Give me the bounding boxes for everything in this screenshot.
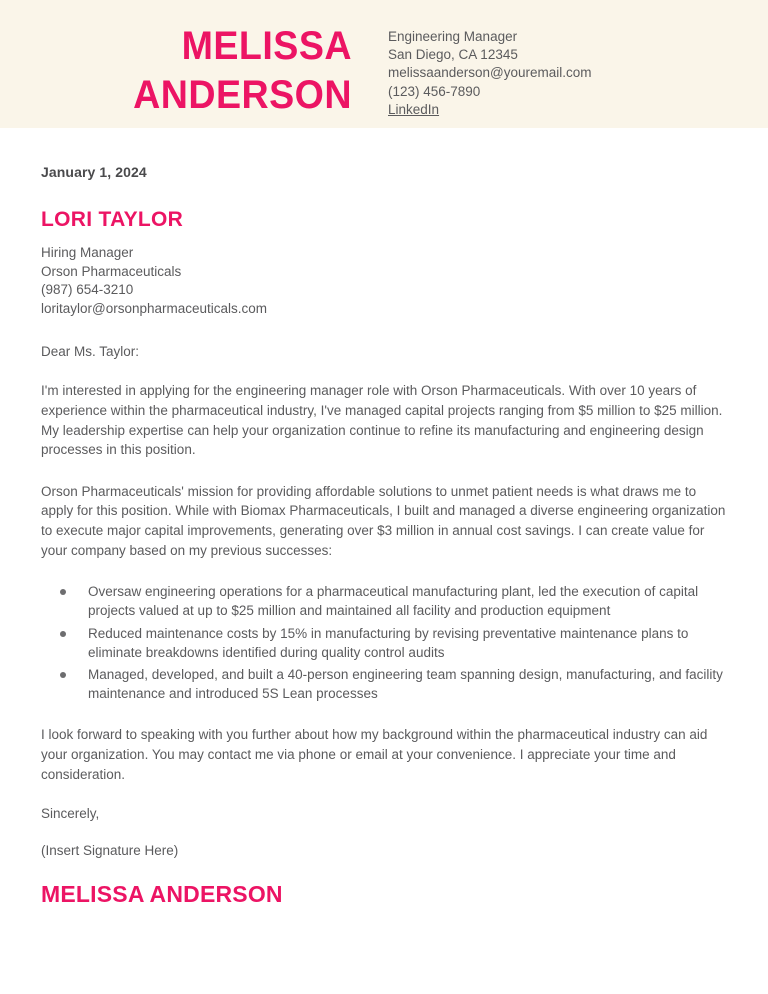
contact-phone: (123) 456-7890 bbox=[388, 83, 481, 99]
letter-header bbox=[0, 0, 768, 128]
sign-off: Sincerely, bbox=[41, 806, 100, 822]
recipient-email[interactable]: loritaylor@orsonpharmaceuticals.com bbox=[41, 300, 268, 316]
contact-email[interactable]: melissaanderson@youremail.com bbox=[388, 65, 592, 81]
contact-location: San Diego, CA 12345 bbox=[388, 47, 518, 63]
list-item: Managed, developed, and built a 40-person engineering team spanning design, manufacturing, and facility maintenance and introduced 5S Lean processes bbox=[41, 665, 727, 703]
header-contact-block bbox=[388, 22, 592, 119]
recipient-block bbox=[41, 208, 727, 318]
body-paragraph-1: I'm interested in applying for the engineering manager role with Orson Pharmaceuticals. With over 10 years of experience within the pharmaceutical industry, I've managed capital projects ranging from $5 million to $25 million. My leadership expertise can help your organization continue to refine its manufacturing and engineering design processes in this position. bbox=[41, 383, 723, 458]
contact-linkedin-link[interactable]: LinkedIn bbox=[388, 101, 440, 117]
list-item: Oversaw engineering operations for a pharmaceutical manufacturing plant, led the execution of capital projects valued at up to $25 million and maintained all facility and production equipment bbox=[41, 582, 727, 620]
letter-body bbox=[0, 164, 768, 908]
letter-date: January 1, 2024 bbox=[41, 164, 147, 180]
body-paragraph-2: Orson Pharmaceuticals' mission for providing affordable solutions to unmet patient needs is what draws me to apply for this position. While with Biomax Pharmaceuticals, I built and managed a diverse engineering organization to execute major capital improvements, generating over $3 million in annual cost savings. I can create value for your company based on my previous successes: bbox=[41, 483, 726, 558]
header-name-first: MELISSA bbox=[181, 24, 352, 68]
recipient-title: Hiring Manager bbox=[41, 245, 134, 260]
contact-job-title: Engineering Manager bbox=[388, 29, 518, 44]
header-applicant-name bbox=[21, 22, 352, 120]
header-name-last: ANDERSON bbox=[133, 72, 352, 117]
recipient-company: Orson Pharmaceuticals bbox=[41, 263, 182, 279]
recipient-name: LORI TAYLOR bbox=[41, 208, 184, 231]
signature-placeholder: (Insert Signature Here) bbox=[41, 843, 179, 859]
closing-paragraph: I look forward to speaking with you further about how my background within the pharmaceutical industry can aid your organization. You may contact me via phone or email at your convenience. I appreciate your time and consideration. bbox=[41, 727, 708, 782]
signature-name: MELISSA ANDERSON bbox=[41, 881, 283, 908]
salutation: Dear Ms. Taylor: bbox=[41, 344, 140, 360]
recipient-phone: (987) 654-3210 bbox=[41, 282, 134, 298]
list-item: Reduced maintenance costs by 15% in manufacturing by revising preventative maintenance plans to eliminate breakdowns identified during quality control audits bbox=[41, 624, 727, 662]
achievements-list bbox=[41, 582, 727, 703]
